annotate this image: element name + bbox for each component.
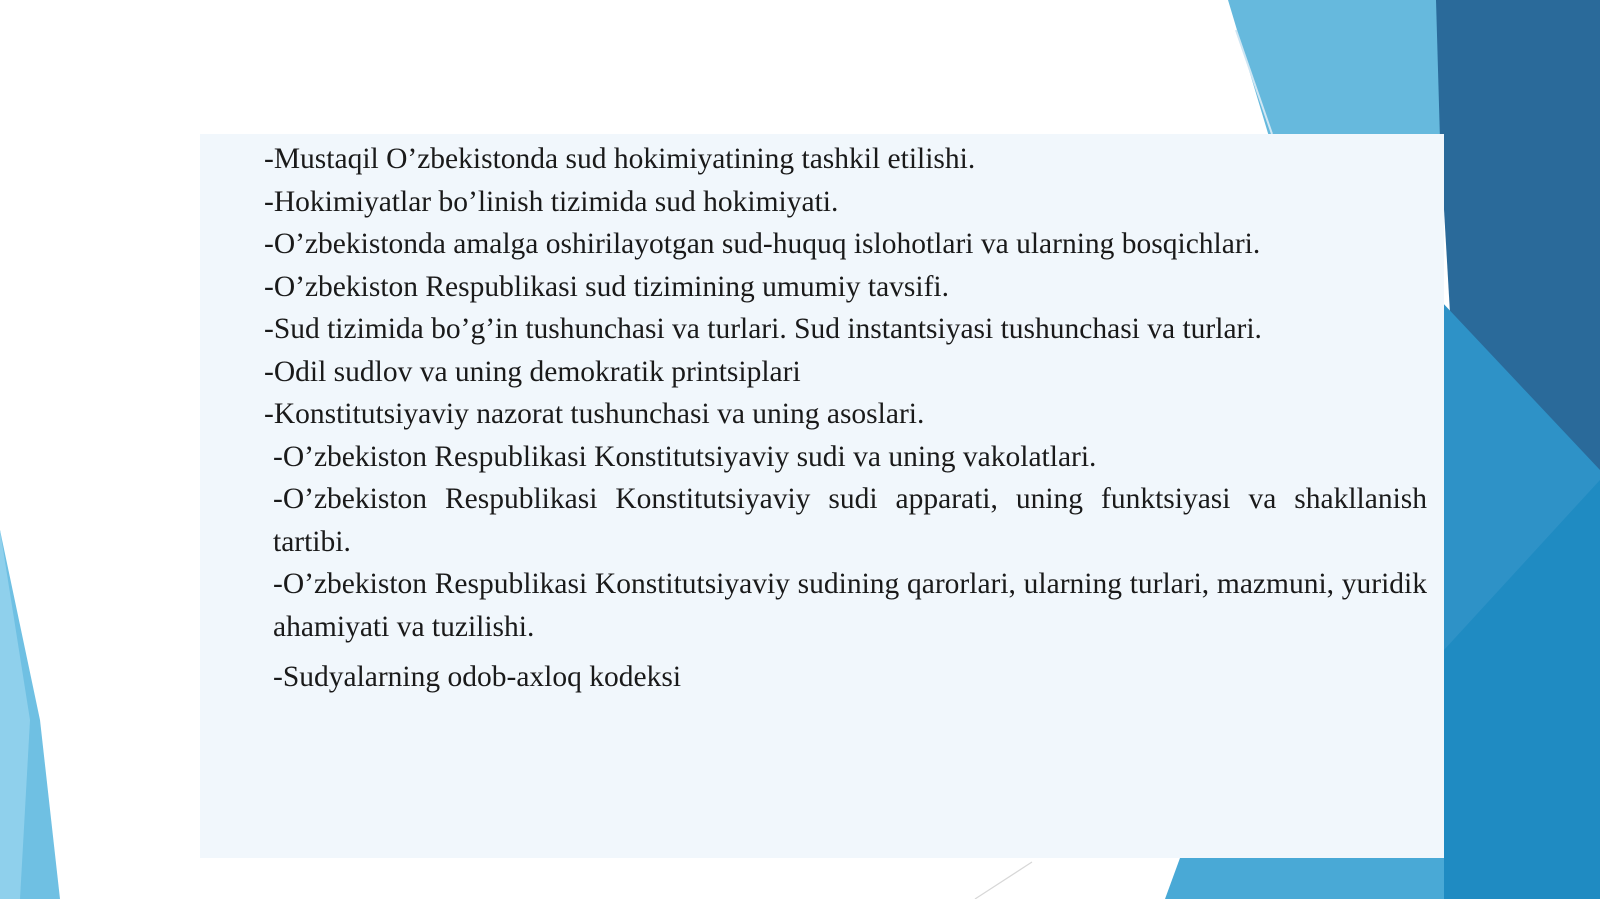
list-item: -Hokimiyatlar bo’linish tizimida sud hokimiyati. bbox=[264, 185, 839, 218]
list-item: -O’zbekiston Respublikasi Konstitutsiyaviy sudi apparati, uning funktsiyasi va shakllanish tartibi. bbox=[273, 483, 1427, 558]
list-item: -Sudyalarning odob-axloq kodeksi bbox=[273, 661, 682, 693]
right-light-shape bbox=[1228, 0, 1460, 140]
list-item: -Sud tizimida bo’g’in tushunchasi va turlari. Sud instantsiyasi tushunchasi va turlari. bbox=[264, 313, 1262, 345]
list-item: -O’zbekiston Respublikasi Konstitutsiyaviy sudi va uning vakolatlari. bbox=[273, 440, 1097, 473]
list-item: -Odil sudlov va uning demokratik printsiplari bbox=[264, 355, 801, 388]
list-item: -Konstitutsiyaviy nazorat tushunchasi va uning asoslari. bbox=[264, 398, 925, 430]
bottom-thin-line bbox=[975, 862, 1032, 899]
list-item: -O’zbekiston Respublikasi sud tizimining umumiy tavsifi. bbox=[264, 270, 949, 303]
list-item: -O’zbekistonda amalga oshirilayotgan sud-huquq islohotlari va ularning bosqichlari. bbox=[264, 228, 1261, 260]
list-item: -O’zbekiston Respublikasi Konstitutsiyaviy sudining qarorlari, ularning turlari, mazmuni, yuridik ahamiyati va tuzilishi. bbox=[273, 568, 1427, 643]
list-item: -Mustaqil O’zbekistonda sud hokimiyatining tashkil etilishi. bbox=[264, 143, 976, 175]
topic-list bbox=[264, 138, 1430, 699]
right-bottom-shape bbox=[1165, 858, 1444, 899]
